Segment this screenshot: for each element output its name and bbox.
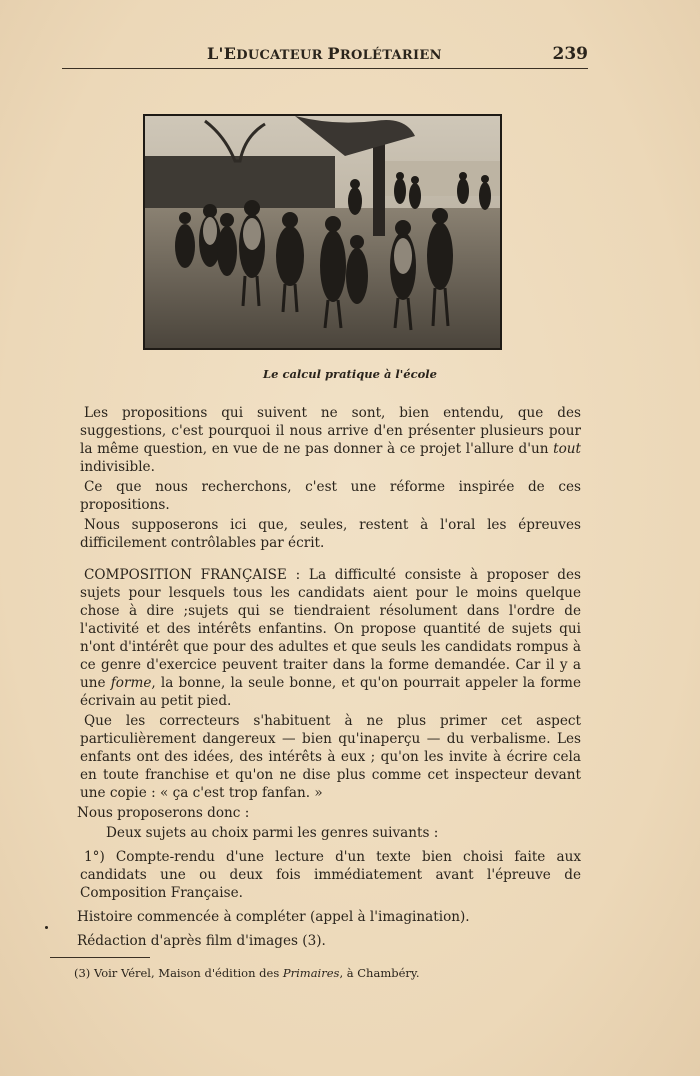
- paragraph: Que les correcteurs s'habituent à ne plus primer cet aspect particulièrement dangereux — bien qu'inaperçu — du verbalisme. Les enfants ont des idées, des intérêts à eux ; qu'on les invite à écrire cela en toute franchise et qu'on ne dise plus comme cet inspecteur devant une copie : « ça c'est trop fanfan. »: [80, 713, 581, 801]
- figure-caption: Le calcul pratique à l'école: [263, 367, 437, 381]
- paragraph: Deux sujets au choix parmi les genres suivants :: [106, 825, 439, 841]
- paragraph: Histoire commencée à compléter (appel à l'imagination).: [77, 909, 470, 925]
- paragraph: Rédaction d'après film d'images (3).: [77, 933, 326, 949]
- paragraph: Nous proposerons donc :: [77, 805, 250, 821]
- journal-title: L'EDUCATEUR PROLÉTARIEN: [207, 44, 442, 63]
- schoolyard-photo: [145, 116, 500, 348]
- header-rule: [62, 68, 588, 69]
- paragraph: Les propositions qui suivent ne sont, bien entendu, que des suggestions, c'est pourquoi il nous arrive d'en présenter plusieurs pour la même question, en vue de ne pas donner à ce projet l'allure d'un tout indivisible.: [80, 405, 581, 475]
- paragraph: COMPOSITION FRANÇAISE : La difficulté consiste à proposer des sujets pour lesquels tous les candidats aient pour le moins quelque chose à dire ;sujets qui se tiendraient résolument dans l'ordre de l'activité et des intérêts enfantins. On propose quantité de sujets qui n'ont d'intérêt que pour des adultes et que seuls les candidats rompus à ce genre d'exercice peuvent traiter dans la forme demandée. Car il y a une forme, la bonne, la seule bonne, et qu'on pourrait appeler la forme écrivain au petit pied.: [80, 567, 581, 709]
- article-body: [77, 404, 581, 950]
- page-number: 239: [552, 44, 588, 64]
- paragraph: 1°) Compte-rendu d'une lecture d'un texte bien choisi faite aux candidats une ou deux fois immédiatement avant l'épreuve de Composition Française.: [80, 849, 581, 901]
- paragraph: Nous supposerons ici que, seules, restent à l'oral les épreuves difficilement contrôlables par écrit.: [80, 517, 581, 551]
- photograph: [143, 114, 502, 350]
- footnote-rule: [50, 957, 150, 958]
- running-header: [62, 44, 588, 68]
- paragraph: Ce que nous recherchons, c'est une réforme inspirée de ces propositions.: [80, 479, 581, 513]
- section-gap: [80, 552, 581, 566]
- ink-speck: [45, 926, 48, 929]
- footnote: (3) Voir Vérel, Maison d'édition des Primaires, à Chambéry.: [74, 966, 420, 980]
